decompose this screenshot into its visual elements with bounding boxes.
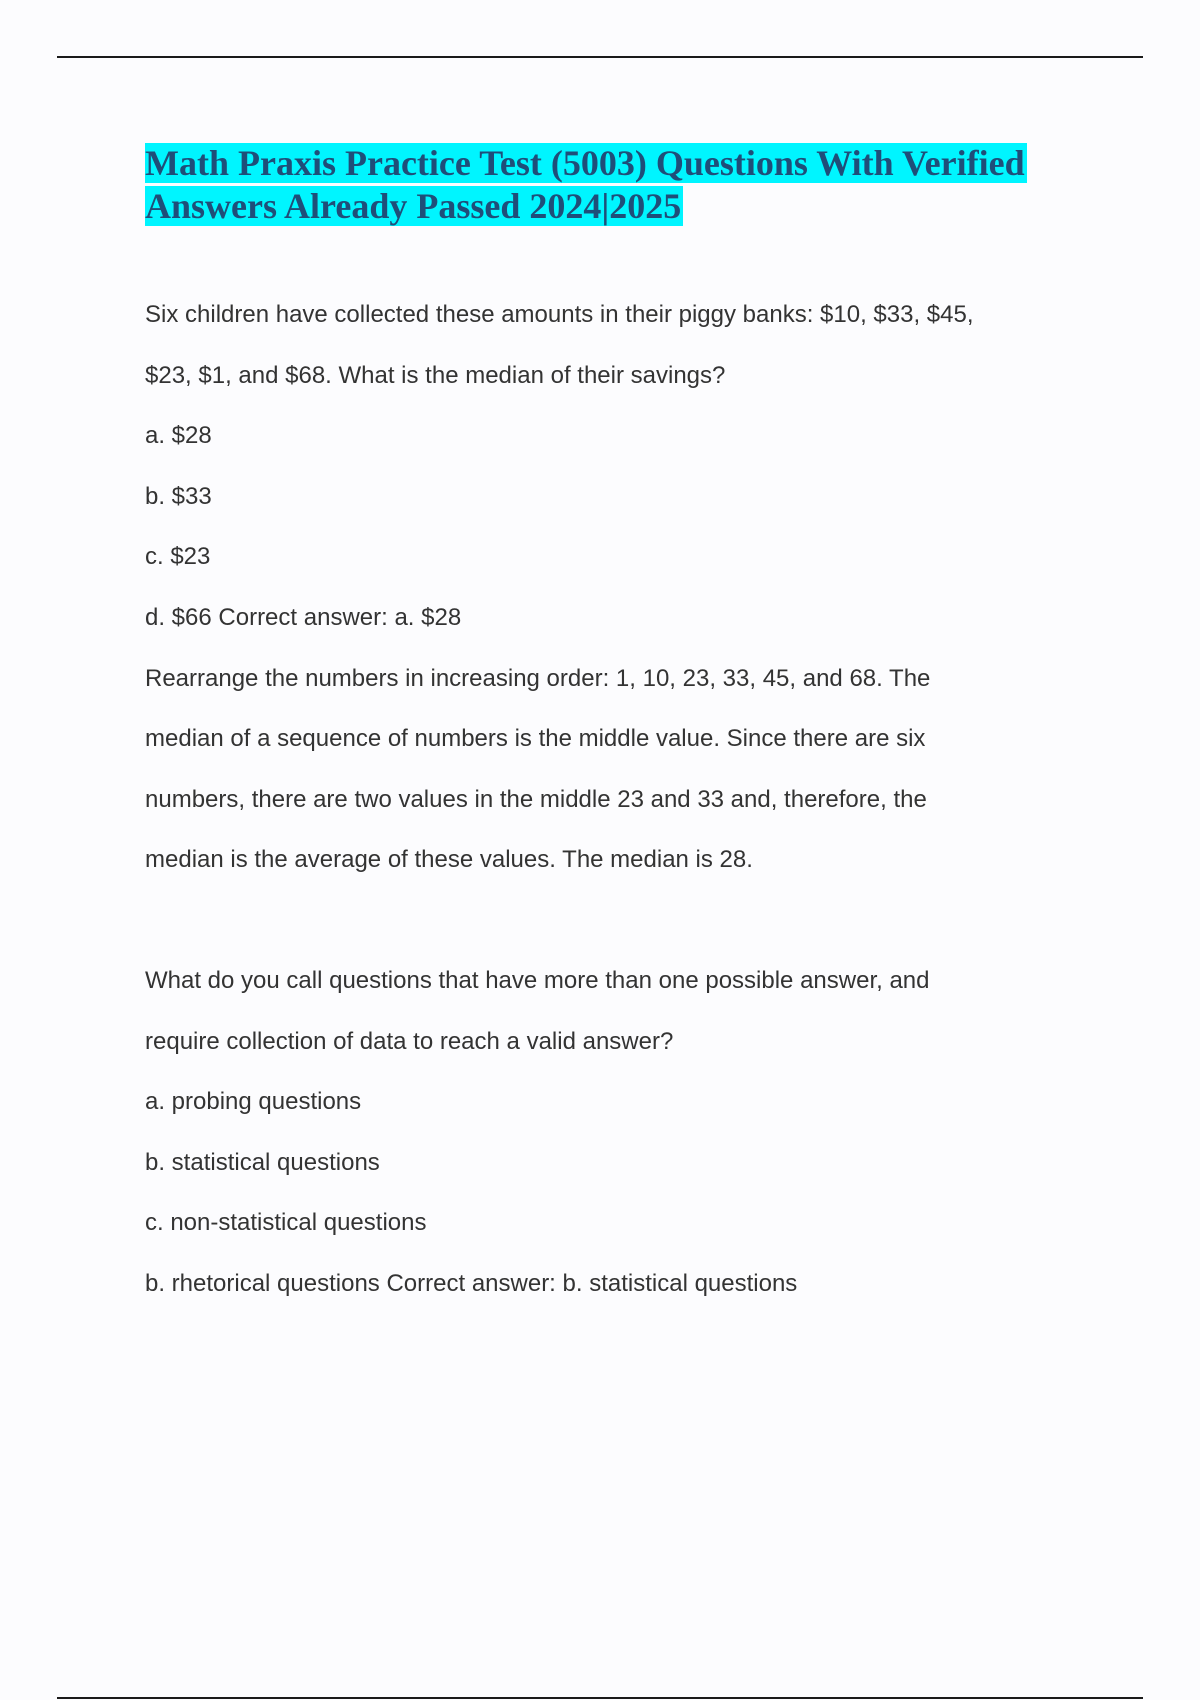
question-1-option-d-answer: d. $66 Correct answer: a. $28 [145, 603, 462, 631]
document-title [145, 142, 1075, 228]
bottom-rule [57, 1697, 1143, 1699]
question-1-option-a: a. $28 [145, 422, 212, 450]
question-2-option-c: c. non-statistical questions [145, 1209, 427, 1237]
question-1-explanation-line-4: median is the average of these values. The median is 28. [145, 846, 753, 874]
top-rule [57, 56, 1143, 58]
question-1-stem-line-2: $23, $1, and $68. What is the median of their savings? [145, 361, 726, 389]
question-1-explanation-line-2: median of a sequence of numbers is the middle value. Since there are six [145, 725, 926, 753]
question-2 [145, 951, 1075, 1315]
question-1-option-c: c. $23 [145, 543, 211, 571]
question-1-explanation-line-3: numbers, there are two values in the middle 23 and 33 and, therefore, the [145, 785, 927, 813]
title-line-1: Math Praxis Practice Test (5003) Questions With Verified [145, 143, 1025, 183]
question-1 [145, 285, 1075, 891]
question-1-explanation-line-1: Rearrange the numbers in increasing order: 1, 10, 23, 33, 45, and 68. The [145, 664, 931, 692]
question-2-option-d-answer: b. rhetorical questions Correct answer: b. statistical questions [145, 1269, 798, 1297]
question-1-stem-line-1: Six children have collected these amounts in their piggy banks: $10, $33, $45, [145, 301, 974, 328]
document-body [145, 142, 1075, 1315]
question-2-stem-line-1: What do you call questions that have more than one possible answer, and [145, 966, 930, 994]
title-line-2: Answers Already Passed 2024|2025 [145, 186, 682, 226]
question-1-option-b: b. $33 [145, 482, 212, 510]
question-2-option-a: a. probing questions [145, 1088, 362, 1116]
question-2-stem-line-2: require collection of data to reach a valid answer? [145, 1027, 674, 1055]
question-2-option-b: b. statistical questions [145, 1148, 380, 1176]
